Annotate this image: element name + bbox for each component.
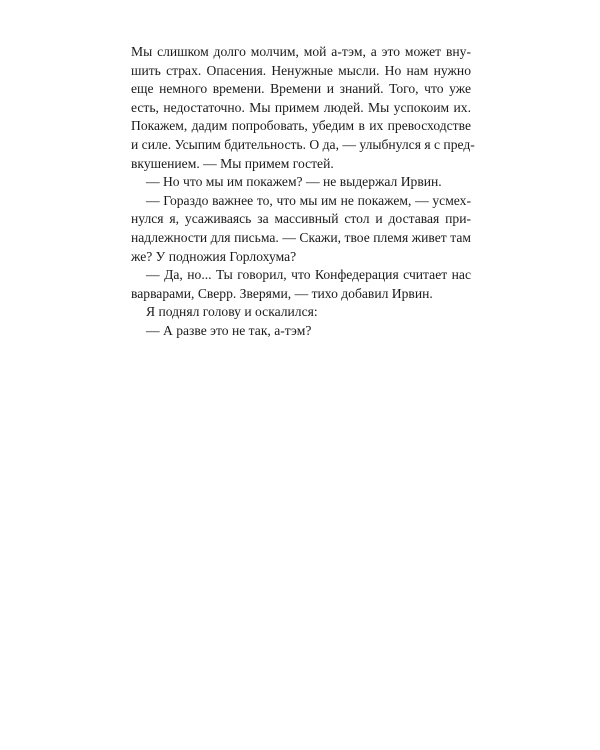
text-line: — Гораздо важнее то, что мы им не покажем, — усмех- — [146, 192, 471, 208]
paragraph — [131, 192, 471, 266]
text-line: нулся я, усаживаясь за массивный стол и доставая при- — [131, 211, 471, 227]
text-line: же? У подножия Горлохума? — [131, 248, 297, 264]
body-text — [131, 43, 475, 341]
text-line: есть, недостаточно. Мы примем людей. Мы успокоим их. — [131, 99, 471, 115]
text-line: — А разве это не так, а-тэм? — [146, 322, 312, 338]
paragraph — [131, 173, 471, 192]
paragraph — [131, 43, 475, 173]
text-line: — Но что мы им покажем? — не выдержал Ирвин. — [146, 174, 442, 190]
text-line: шить страх. Опасения. Ненужные мысли. Но нам нужно — [131, 62, 471, 78]
text-line: вкушением. — Мы примем гостей. — [131, 155, 334, 171]
text-line: и силе. Усыпим бдительность. О да, — улыбнулся я с пред- — [131, 136, 475, 152]
text-line: еще немного времени. Времени и знаний. Того, что уже — [131, 81, 471, 97]
text-line: — Да, но... Ты говорил, что Конфедерация считает нас — [146, 267, 471, 283]
text-line: варварами, Сверр. Зверями, — тихо добавил Ирвин. — [131, 285, 433, 301]
paragraph — [131, 266, 471, 303]
text-line: Я поднял голову и оскалился: — [146, 304, 318, 320]
text-line: Покажем, дадим попробовать, убедим в их превосходстве — [131, 118, 471, 134]
paragraph — [131, 303, 471, 322]
text-line: Мы слишком долго молчим, мой а-тэм, а это может вну- — [131, 44, 471, 59]
paragraph — [131, 322, 471, 341]
text-line: надлежности для письма. — Скажи, твое племя живет там — [131, 229, 471, 245]
